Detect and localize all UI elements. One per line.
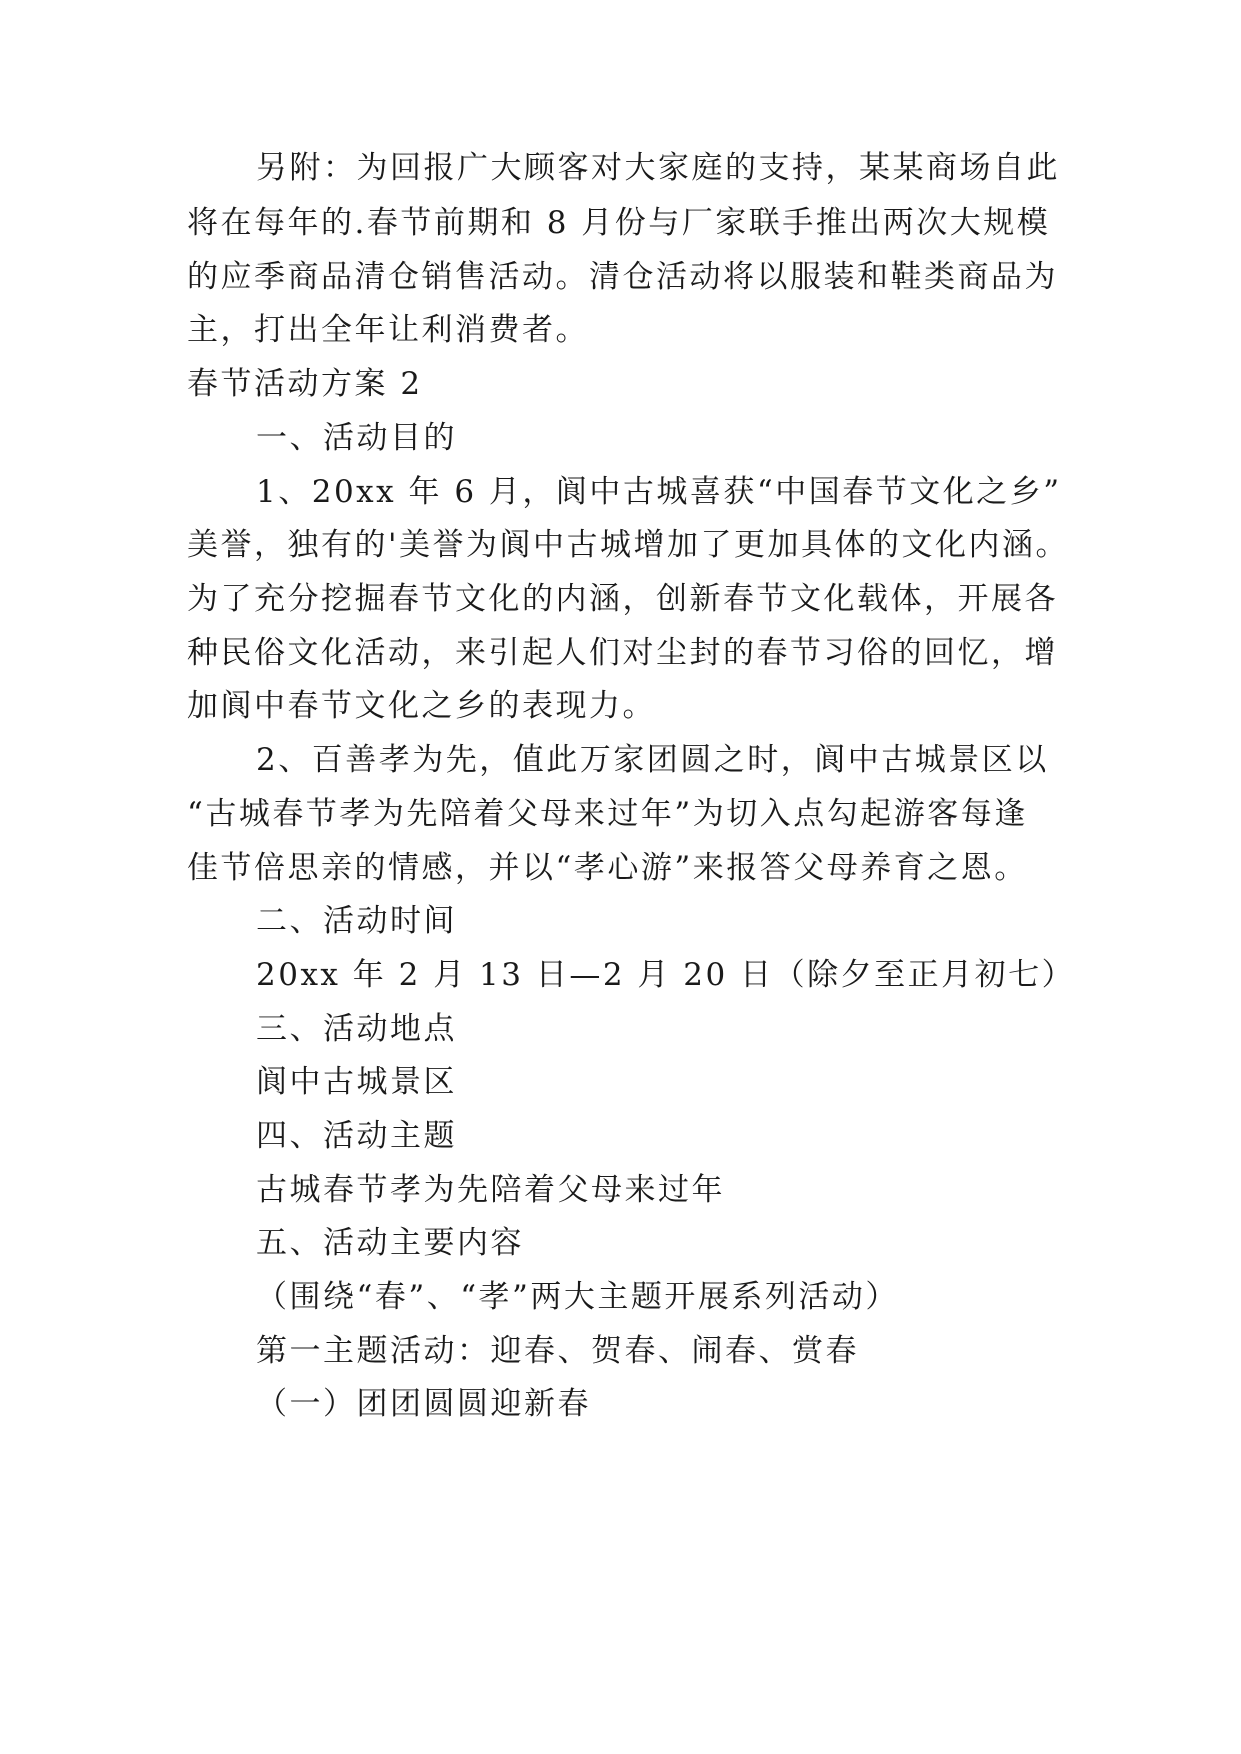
purpose-p1-line-2: 美誉，独有的'美誉为阆中古城增加了更加具体的文化内涵。 (187, 527, 1070, 563)
content-note: （围绕“春”、“孝”两大主题开展系列活动） (256, 1279, 899, 1315)
intro-line-2: 将在每年的.春节前期和 8 月份与厂家联手推出两次大规模 (187, 205, 1051, 241)
heading-content: 五、活动主要内容 (256, 1225, 524, 1261)
purpose-p1-line-1: 1、20xx 年 6 月，阆中古城喜获“中国春节文化之乡” (256, 474, 1062, 510)
intro-line-1: 另附：为回报广大顾客对大家庭的支持，某某商场自此 (256, 150, 1060, 186)
heading-place: 三、活动地点 (256, 1011, 457, 1047)
purpose-p1-line-4: 种民俗文化活动，来引起人们对尘封的春节习俗的回忆，增 (187, 635, 1058, 671)
time-text: 20xx 年 2 月 13 日—2 月 20 日（除夕至正月初七） (256, 957, 1076, 993)
heading-time: 二、活动时间 (256, 903, 457, 939)
heading-purpose: 一、活动目的 (256, 420, 457, 456)
sub-item-1: （一）团团圆圆迎新春 (256, 1386, 591, 1422)
intro-line-4: 主，打出全年让利消费者。 (187, 312, 589, 348)
section-title: 春节活动方案 2 (187, 366, 423, 402)
purpose-p1-line-3: 为了充分挖掘春节文化的内涵，创新春节文化载体，开展各 (187, 581, 1058, 617)
place-text: 阆中古城景区 (256, 1064, 457, 1100)
first-theme: 第一主题活动：迎春、贺春、闹春、赏春 (256, 1333, 859, 1369)
intro-line-3: 的应季商品清仓销售活动。清仓活动将以服装和鞋类商品为 (187, 259, 1058, 295)
purpose-p2-line-3: 佳节倍思亲的情感，并以“孝心游”来报答父母养育之恩。 (187, 850, 1028, 886)
purpose-p2-line-1: 2、百善孝为先，值此万家团圆之时，阆中古城景区以 (256, 742, 1049, 778)
heading-theme: 四、活动主题 (256, 1118, 457, 1154)
purpose-p1-line-5: 加阆中春节文化之乡的表现力。 (187, 688, 656, 724)
theme-text: 古城春节孝为先陪着父母来过年 (256, 1172, 725, 1208)
purpose-p2-line-2: “古城春节孝为先陪着父母来过年”为切入点勾起游客每逢 (187, 796, 1028, 832)
